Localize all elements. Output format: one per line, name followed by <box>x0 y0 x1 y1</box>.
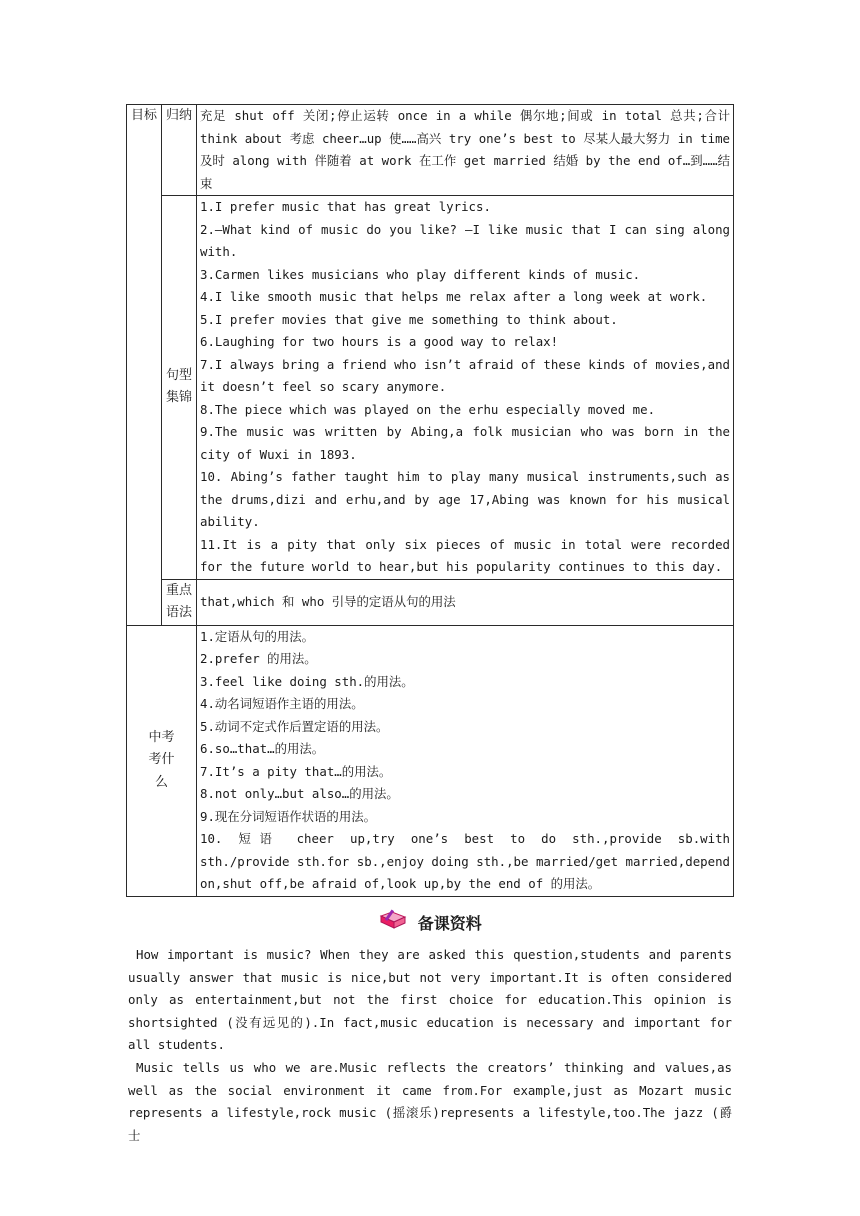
sentence-item: 7.I always bring a friend who isn’t afraid of these kinds of movies,and it doesn’t feel so scary anymore. <box>200 356 730 394</box>
exam-row <box>127 625 734 896</box>
sentence-item: 3.Carmen likes musicians who play different kinds of music. <box>200 266 641 282</box>
summary-row <box>127 105 734 196</box>
sentences-label: 句型 集锦 <box>162 196 197 580</box>
goal-label: 目标 <box>127 105 162 626</box>
exam-point: 6.so…that…的用法。 <box>200 741 325 756</box>
grammar-label: 重点 语法 <box>162 579 197 625</box>
sentence-item: 2.—What kind of music do you like? —I like music that I can sing along with. <box>200 221 730 259</box>
sentences-content <box>197 196 734 580</box>
summary-table <box>126 104 734 897</box>
summary-content: 充足 shut off 关闭;停止运转 once in a while 偶尔地;间或 in total 总共;合计 think about 考虑 cheer…up 使……高兴 try one’s best to 尽某人最大努力 in time 及时 along with 伴随着 at work 在工作 get married 结婚 by the end of…到……结束 <box>197 105 734 196</box>
exam-point: 3.feel like doing sth.的用法。 <box>200 673 414 689</box>
materials-title: 备课资料 <box>417 914 482 933</box>
sentence-item: 8.The piece which was played on the erhu especially moved me. <box>200 401 656 417</box>
book-pencil-icon <box>378 908 408 941</box>
grammar-row <box>127 579 734 625</box>
sentence-item: 1.I prefer music that has great lyrics. <box>200 199 491 214</box>
summary-label: 归纳 <box>162 105 197 196</box>
sentence-item: 10. Abing’s father taught him to play many musical instruments,such as the drums,dizi and erhu,and by age 17,Abing was known for his musical ability. <box>200 469 730 529</box>
sentence-item: 6.Laughing for two hours is a good way to relax! <box>200 334 559 349</box>
exam-point: 10. 短语 cheer up,try one’s best to do sth.,provide sb.with sth./provide sth.for sb.,enjoy doing sth.,be married/get married,depend on,shut off,be afraid of,look up,by the end of 的用法。 <box>200 831 730 891</box>
sentence-item: 9.The music was written by Abing,a folk musician who was born in the city of Wuxi in 1893. <box>200 424 730 462</box>
exam-content <box>197 625 734 896</box>
grammar-content: that,which 和 who 引导的定语从句的用法 <box>197 579 734 625</box>
materials-body <box>128 944 732 1147</box>
sentence-item: 5.I prefer movies that give me something to think about. <box>200 311 618 327</box>
exam-point: 5.动词不定式作后置定语的用法。 <box>200 718 389 734</box>
materials-paragraph: Music tells us who we are.Music reflects the creators’ thinking and values,as well as the social environment it came from.For example,just as Mozart music represents a lifestyle,rock music (摇滚乐)represents a lifestyle,too.The jazz (爵士 <box>128 1059 732 1143</box>
sentence-item: 4.I like smooth music that helps me relax after a long week at work. <box>200 289 708 304</box>
exam-label: 中考 考什 么 <box>127 625 197 896</box>
exam-point: 2.prefer 的用法。 <box>200 651 317 666</box>
sentences-row <box>127 196 734 580</box>
exam-point: 8.not only…but also…的用法。 <box>200 786 399 801</box>
sentence-item: 11.It is a pity that only six pieces of music in total were recorded for the future world to hear,but his popularity continues to this day. <box>200 536 730 574</box>
materials-heading <box>0 908 860 941</box>
materials-paragraph: How important is music? When they are asked this question,students and parents usually answer that music is nice,but not very important.It is often considered only as entertainment,but not the first choice for education.This opinion is shortsighted (没有远见的).In fact,music education is necessary and important for all students. <box>128 947 732 1053</box>
exam-point: 4.动名词短语作主语的用法。 <box>200 696 364 711</box>
exam-point: 7.It’s a pity that…的用法。 <box>200 763 392 779</box>
exam-point: 1.定语从句的用法。 <box>200 628 315 644</box>
exam-point: 9.现在分词短语作状语的用法。 <box>200 808 376 824</box>
